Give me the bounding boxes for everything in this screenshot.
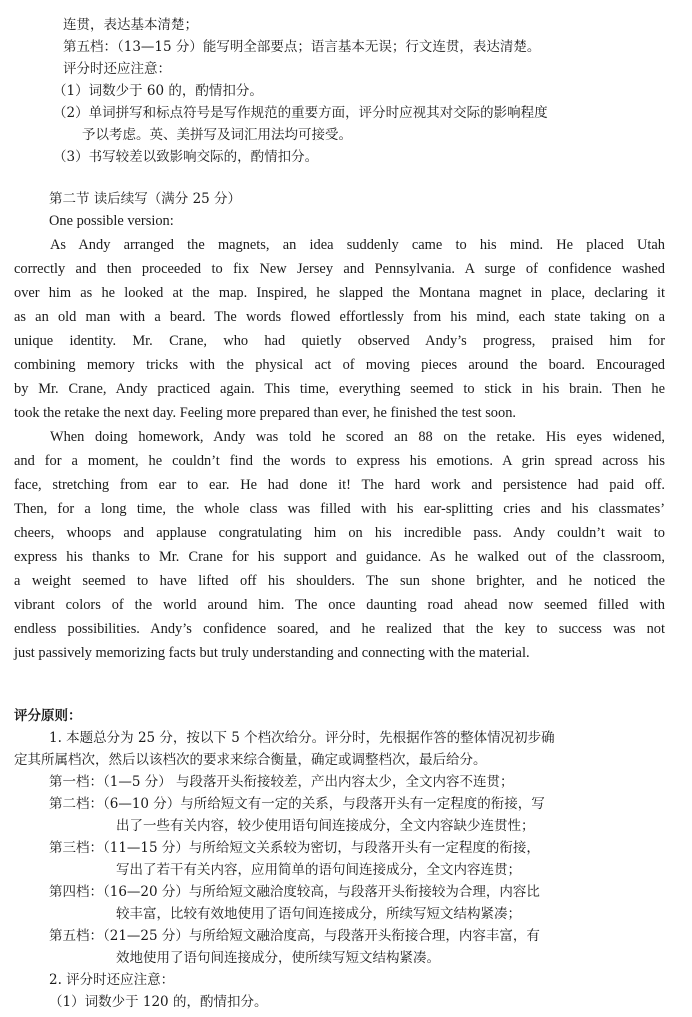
essay-line: correctly and then proceeded to fix New Jersey and Pennsylvania. A surge of confidence washed — [14, 261, 665, 277]
grading-line: 1. 本题总分为 25 分，按以下 5 个档次给分。评分时，先根据作答的整体情况初步确 — [49, 730, 555, 746]
essay-line: as an old man with a beard. The words flowed effortlessly from his mind, each state taking on a — [14, 309, 665, 325]
essay-line: and for a moment, he couldn’t find the words to express his emotions. A grin spread across his — [14, 453, 665, 469]
grading-line: 第五档：（21—25 分）与所给短文融洽度高，与段落开头衔接合理，内容丰富，有 — [49, 928, 540, 944]
essay-line: When doing homework, Andy was told he scored an 88 on the retake. His eyes widened, — [50, 429, 665, 445]
essay-line: unique identity. Mr. Crane, who had quietly observed Andy’s progress, praised him for — [14, 333, 665, 349]
essay-line: took the retake the next day. Feeling more prepared than ever, he finished the test soon. — [14, 405, 516, 421]
rule-line: 评分时还应注意： — [63, 61, 171, 77]
essay-line: Then, for a long time, the whole class was filled with his ear-splitting cries and his classmates’ — [14, 501, 665, 517]
essay-line: combining memory tricks with the physical act of moving pieces around the board. Encouraged — [14, 357, 665, 373]
grading-line: 第二档：（6—10 分）与所给短文有一定的关系，与段落开头有一定程度的衔接，写 — [49, 796, 545, 812]
rule-line: 连贯，表达基本清楚； — [63, 17, 198, 33]
essay-line: As Andy arranged the magnets, an idea suddenly came to his mind. He placed Utah — [50, 237, 665, 253]
essay-line: endless possibilities. Andy’s confidence soared, and he realized that the key to success was not — [14, 621, 665, 637]
essay-line: just passively memorizing facts but truly understanding and connecting with the material. — [14, 645, 530, 661]
essay-line: a weight seemed to have lifted off his shoulders. The sun shone brighter, and he noticed the — [14, 573, 665, 589]
grading-line: 2. 评分时还应注意： — [49, 972, 175, 988]
rule-line: 予以考虑。英、美拼写及词汇用法均可接受。 — [82, 127, 352, 143]
grading-heading: 评分原则： — [14, 708, 82, 724]
grading-line: （1）词数少于 120 的，酌情扣分。 — [49, 994, 268, 1010]
grading-line: 第三档：（11—15 分）与所给短文关系较为密切，与段落开头有一定程度的衔接， — [49, 840, 540, 856]
essay-line: by Mr. Crane, Andy practiced again. This time, everything seemed to stick in his brain. Then he — [14, 381, 665, 397]
essay-line: cheers, whoops and applause congratulating him on his incredible pass. Andy couldn’t wait to — [14, 525, 665, 541]
essay-line: vibrant colors of the world around him. The once daunting road ahead now seemed filled with — [14, 597, 665, 613]
essay-line: over him as he looked at the map. Inspired, he slapped the Montana magnet in place, declaring it — [14, 285, 665, 301]
rule-line: （1）词数少于 60 的，酌情扣分。 — [53, 83, 263, 99]
grading-line: 写出了若干有关内容，应用简单的语句间连接成分，全文内容连贯； — [116, 862, 521, 878]
grading-line: 第四档：（16—20 分）与所给短文融洽度较高，与段落开头衔接较为合理，内容比 — [49, 884, 540, 900]
grading-line: 较丰富，比较有效地使用了语句间连接成分，所续写短文结构紧凑； — [116, 906, 521, 922]
rule-line: （2）单词拼写和标点符号是写作规范的重要方面，评分时应视其对交际的影响程度 — [53, 105, 548, 121]
essay-line: face, stretching from ear to ear. He had done it! The hard work and persistence had paid off. — [14, 477, 665, 493]
grading-line: 出了一些有关内容，较少使用语句间连接成分，全文内容缺少连贯性； — [116, 818, 535, 834]
rule-line: （3）书写较差以致影响交际的，酌情扣分。 — [53, 149, 319, 165]
essay-line: express his thanks to Mr. Crane for his support and guidance. As he walked out of the classroom, — [14, 549, 665, 565]
grading-line: 效地使用了语句间连接成分，使所续写短文结构紧凑。 — [116, 950, 440, 966]
grading-line: 定其所属档次，然后以该档次的要求来综合衡量，确定或调整档次，最后给分。 — [14, 752, 487, 768]
grading-line: 第一档：（1—5 分） 与段落开头衔接较差，产出内容太少，全文内容不连贯； — [49, 774, 514, 790]
rule-line: 第五档：（13—15 分）能写明全部要点；语言基本无误；行文连贯，表达清楚。 — [63, 39, 541, 55]
section-title: 第二节 读后续写（满分 25 分） — [49, 191, 242, 207]
version-label: One possible version: — [49, 213, 174, 229]
